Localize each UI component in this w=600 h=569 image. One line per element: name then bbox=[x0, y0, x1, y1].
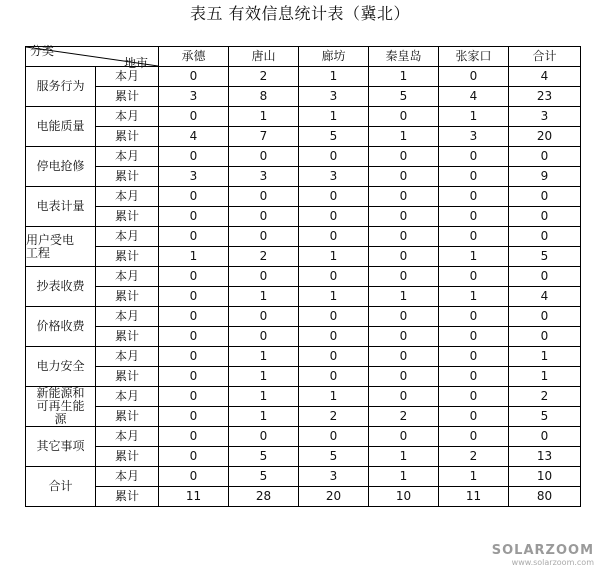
value-cell: 8 bbox=[229, 87, 299, 107]
value-cell: 1 bbox=[299, 247, 369, 267]
value-cell: 0 bbox=[159, 467, 229, 487]
table-row bbox=[26, 287, 581, 307]
category-cell: 停电抢修 bbox=[26, 147, 96, 187]
value-cell: 1 bbox=[299, 67, 369, 87]
value-cell: 1 bbox=[229, 107, 299, 127]
value-cell: 0 bbox=[299, 207, 369, 227]
column-header: 秦皇岛 bbox=[369, 47, 439, 67]
table-row bbox=[26, 67, 581, 87]
period-label: 累计 bbox=[96, 367, 159, 387]
value-cell: 0 bbox=[369, 227, 439, 247]
table-row bbox=[26, 487, 581, 507]
value-cell: 0 bbox=[299, 187, 369, 207]
period-label: 累计 bbox=[96, 447, 159, 467]
value-cell: 80 bbox=[509, 487, 581, 507]
value-cell: 1 bbox=[439, 107, 509, 127]
value-cell: 0 bbox=[299, 327, 369, 347]
table-row bbox=[26, 247, 581, 267]
value-cell: 0 bbox=[159, 107, 229, 127]
value-cell: 0 bbox=[439, 267, 509, 287]
value-cell: 10 bbox=[369, 487, 439, 507]
value-cell: 4 bbox=[439, 87, 509, 107]
value-cell: 3 bbox=[439, 127, 509, 147]
value-cell: 0 bbox=[229, 207, 299, 227]
value-cell: 0 bbox=[159, 447, 229, 467]
table-row bbox=[26, 327, 581, 347]
column-header: 合计 bbox=[509, 47, 581, 67]
period-label: 累计 bbox=[96, 247, 159, 267]
value-cell: 0 bbox=[229, 307, 299, 327]
value-cell: 0 bbox=[509, 267, 581, 287]
value-cell: 5 bbox=[229, 447, 299, 467]
table-row bbox=[26, 207, 581, 227]
value-cell: 2 bbox=[229, 247, 299, 267]
value-cell: 0 bbox=[439, 147, 509, 167]
category-cell: 用户受电 工程 bbox=[26, 227, 96, 267]
value-cell: 5 bbox=[299, 447, 369, 467]
value-cell: 0 bbox=[509, 187, 581, 207]
value-cell: 5 bbox=[509, 247, 581, 267]
table-row bbox=[26, 447, 581, 467]
statistics-table bbox=[25, 46, 581, 507]
value-cell: 1 bbox=[439, 247, 509, 267]
value-cell: 0 bbox=[229, 427, 299, 447]
value-cell: 0 bbox=[159, 147, 229, 167]
value-cell: 0 bbox=[369, 147, 439, 167]
table-row bbox=[26, 127, 581, 147]
value-cell: 3 bbox=[299, 87, 369, 107]
value-cell: 20 bbox=[509, 127, 581, 147]
value-cell: 0 bbox=[369, 207, 439, 227]
value-cell: 0 bbox=[439, 407, 509, 427]
column-header: 廊坊 bbox=[299, 47, 369, 67]
value-cell: 0 bbox=[229, 147, 299, 167]
value-cell: 4 bbox=[159, 127, 229, 147]
value-cell: 1 bbox=[369, 67, 439, 87]
period-label: 本月 bbox=[96, 347, 159, 367]
value-cell: 1 bbox=[509, 347, 581, 367]
value-cell: 13 bbox=[509, 447, 581, 467]
value-cell: 0 bbox=[369, 247, 439, 267]
period-label: 累计 bbox=[96, 287, 159, 307]
value-cell: 0 bbox=[439, 387, 509, 407]
category-cell: 电能质量 bbox=[26, 107, 96, 147]
period-label: 本月 bbox=[96, 227, 159, 247]
value-cell: 11 bbox=[439, 487, 509, 507]
table-row bbox=[26, 187, 581, 207]
value-cell: 0 bbox=[229, 187, 299, 207]
value-cell: 0 bbox=[369, 307, 439, 327]
period-label: 本月 bbox=[96, 427, 159, 447]
category-cell: 其它事项 bbox=[26, 427, 96, 467]
value-cell: 1 bbox=[229, 347, 299, 367]
table-title: 表五 有效信息统计表（冀北） bbox=[189, 4, 411, 23]
value-cell: 20 bbox=[299, 487, 369, 507]
value-cell: 9 bbox=[509, 167, 581, 187]
value-cell: 0 bbox=[299, 227, 369, 247]
value-cell: 0 bbox=[159, 307, 229, 327]
table-row bbox=[26, 387, 581, 407]
value-cell: 1 bbox=[369, 127, 439, 147]
value-cell: 0 bbox=[439, 227, 509, 247]
value-cell: 0 bbox=[369, 267, 439, 287]
value-cell: 0 bbox=[159, 367, 229, 387]
period-label: 累计 bbox=[96, 487, 159, 507]
category-cell: 电表计量 bbox=[26, 187, 96, 227]
period-label: 累计 bbox=[96, 327, 159, 347]
table-row bbox=[26, 147, 581, 167]
value-cell: 0 bbox=[299, 147, 369, 167]
table-row bbox=[26, 267, 581, 287]
value-cell: 3 bbox=[159, 167, 229, 187]
value-cell: 0 bbox=[509, 427, 581, 447]
value-cell: 3 bbox=[159, 87, 229, 107]
value-cell: 0 bbox=[369, 427, 439, 447]
value-cell: 0 bbox=[159, 287, 229, 307]
period-label: 累计 bbox=[96, 127, 159, 147]
period-label: 本月 bbox=[96, 187, 159, 207]
period-label: 本月 bbox=[96, 387, 159, 407]
value-cell: 1 bbox=[299, 287, 369, 307]
value-cell: 1 bbox=[439, 467, 509, 487]
value-cell: 0 bbox=[369, 167, 439, 187]
value-cell: 0 bbox=[159, 427, 229, 447]
value-cell: 0 bbox=[159, 387, 229, 407]
table-row bbox=[26, 167, 581, 187]
period-label: 累计 bbox=[96, 207, 159, 227]
value-cell: 0 bbox=[369, 107, 439, 127]
value-cell: 4 bbox=[509, 67, 581, 87]
period-label: 本月 bbox=[96, 107, 159, 127]
value-cell: 10 bbox=[509, 467, 581, 487]
value-cell: 1 bbox=[229, 387, 299, 407]
value-cell: 28 bbox=[229, 487, 299, 507]
value-cell: 0 bbox=[439, 67, 509, 87]
value-cell: 1 bbox=[439, 287, 509, 307]
table-row bbox=[26, 227, 581, 247]
value-cell: 2 bbox=[509, 387, 581, 407]
value-cell: 0 bbox=[229, 227, 299, 247]
category-cell: 服务行为 bbox=[26, 67, 96, 107]
value-cell: 2 bbox=[369, 407, 439, 427]
table-row bbox=[26, 427, 581, 447]
value-cell: 0 bbox=[369, 327, 439, 347]
value-cell: 0 bbox=[299, 267, 369, 287]
value-cell: 1 bbox=[369, 447, 439, 467]
value-cell: 3 bbox=[299, 167, 369, 187]
value-cell: 3 bbox=[229, 167, 299, 187]
corner-category-label: 分类 bbox=[30, 44, 55, 58]
value-cell: 0 bbox=[159, 327, 229, 347]
solarzoom-watermark bbox=[492, 543, 594, 567]
value-cell: 0 bbox=[509, 327, 581, 347]
value-cell: 0 bbox=[509, 147, 581, 167]
value-cell: 0 bbox=[159, 347, 229, 367]
value-cell: 0 bbox=[159, 207, 229, 227]
period-label: 本月 bbox=[96, 307, 159, 327]
value-cell: 7 bbox=[229, 127, 299, 147]
value-cell: 0 bbox=[369, 367, 439, 387]
value-cell: 1 bbox=[229, 407, 299, 427]
table-row bbox=[26, 407, 581, 427]
value-cell: 0 bbox=[299, 427, 369, 447]
value-cell: 0 bbox=[159, 267, 229, 287]
value-cell: 1 bbox=[369, 287, 439, 307]
value-cell: 1 bbox=[229, 287, 299, 307]
value-cell: 0 bbox=[299, 367, 369, 387]
value-cell: 1 bbox=[159, 247, 229, 267]
category-cell: 价格收费 bbox=[26, 307, 96, 347]
value-cell: 0 bbox=[439, 347, 509, 367]
period-label: 本月 bbox=[96, 267, 159, 287]
value-cell: 0 bbox=[369, 347, 439, 367]
watermark-url: www.solarzoom.com bbox=[511, 558, 594, 567]
value-cell: 1 bbox=[229, 367, 299, 387]
period-label: 本月 bbox=[96, 467, 159, 487]
value-cell: 0 bbox=[509, 227, 581, 247]
value-cell: 4 bbox=[509, 287, 581, 307]
value-cell: 0 bbox=[509, 207, 581, 227]
category-cell: 合计 bbox=[26, 467, 96, 507]
column-header: 唐山 bbox=[229, 47, 299, 67]
value-cell: 0 bbox=[369, 387, 439, 407]
watermark-brand: SOLARZOOM bbox=[491, 543, 594, 558]
header-row bbox=[26, 47, 581, 67]
value-cell: 3 bbox=[509, 107, 581, 127]
value-cell: 1 bbox=[369, 467, 439, 487]
corner-header bbox=[26, 44, 159, 70]
value-cell: 0 bbox=[439, 427, 509, 447]
value-cell: 1 bbox=[299, 387, 369, 407]
value-cell: 0 bbox=[159, 407, 229, 427]
value-cell: 5 bbox=[509, 407, 581, 427]
value-cell: 0 bbox=[369, 187, 439, 207]
period-label: 累计 bbox=[96, 167, 159, 187]
value-cell: 0 bbox=[439, 187, 509, 207]
value-cell: 0 bbox=[439, 327, 509, 347]
table-row bbox=[26, 87, 581, 107]
value-cell: 1 bbox=[509, 367, 581, 387]
value-cell: 0 bbox=[159, 227, 229, 247]
value-cell: 0 bbox=[159, 67, 229, 87]
table-row bbox=[26, 367, 581, 387]
value-cell: 0 bbox=[299, 347, 369, 367]
value-cell: 2 bbox=[299, 407, 369, 427]
table-row bbox=[26, 467, 581, 487]
value-cell: 1 bbox=[299, 107, 369, 127]
value-cell: 0 bbox=[229, 267, 299, 287]
corner-city-label: 地市 bbox=[123, 56, 148, 70]
period-label: 累计 bbox=[96, 407, 159, 427]
value-cell: 0 bbox=[439, 167, 509, 187]
category-cell: 电力安全 bbox=[26, 347, 96, 387]
table-row bbox=[26, 307, 581, 327]
value-cell: 2 bbox=[229, 67, 299, 87]
table-row bbox=[26, 347, 581, 367]
table-row bbox=[26, 107, 581, 127]
value-cell: 0 bbox=[439, 307, 509, 327]
table-body bbox=[26, 67, 581, 507]
value-cell: 5 bbox=[229, 467, 299, 487]
column-header: 张家口 bbox=[439, 47, 509, 67]
value-cell: 5 bbox=[299, 127, 369, 147]
value-cell: 23 bbox=[509, 87, 581, 107]
period-label: 本月 bbox=[96, 67, 159, 87]
category-cell: 新能源和 可再生能 源 bbox=[26, 387, 96, 427]
value-cell: 0 bbox=[229, 327, 299, 347]
value-cell: 3 bbox=[299, 467, 369, 487]
value-cell: 11 bbox=[159, 487, 229, 507]
value-cell: 5 bbox=[369, 87, 439, 107]
period-label: 本月 bbox=[96, 147, 159, 167]
period-label: 累计 bbox=[96, 87, 159, 107]
value-cell: 0 bbox=[509, 307, 581, 327]
category-cell: 抄表收费 bbox=[26, 267, 96, 307]
column-header: 承德 bbox=[159, 47, 229, 67]
value-cell: 0 bbox=[439, 367, 509, 387]
value-cell: 2 bbox=[439, 447, 509, 467]
value-cell: 0 bbox=[439, 207, 509, 227]
value-cell: 0 bbox=[159, 187, 229, 207]
value-cell: 0 bbox=[299, 307, 369, 327]
